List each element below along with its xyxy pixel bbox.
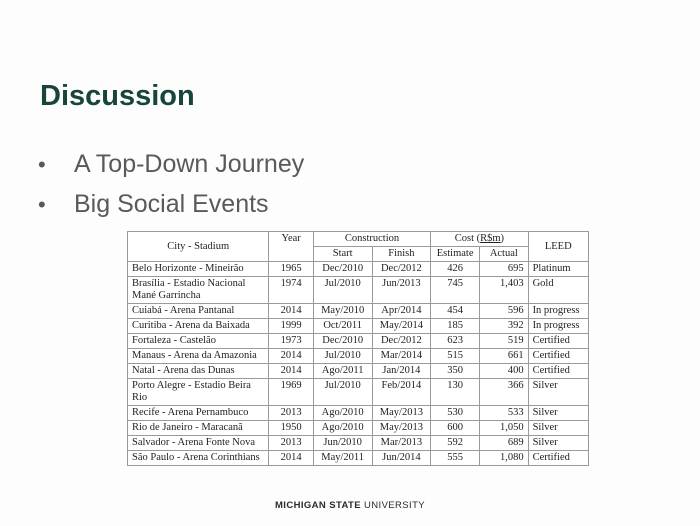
cell-year: 1969 bbox=[269, 379, 313, 406]
header-cost bbox=[431, 232, 528, 247]
table-row bbox=[128, 379, 589, 406]
cell-year: 2014 bbox=[269, 364, 313, 379]
table-row bbox=[128, 421, 589, 436]
cell-year: 1973 bbox=[269, 334, 313, 349]
cell-year: 1965 bbox=[269, 262, 313, 277]
table-row bbox=[128, 349, 589, 364]
footer-logo bbox=[0, 500, 700, 511]
cell-start: May/2011 bbox=[313, 451, 372, 466]
cell-city: Salvador - Arena Fonte Nova bbox=[128, 436, 269, 451]
cell-finish: Jan/2014 bbox=[372, 364, 431, 379]
table-body bbox=[128, 262, 589, 466]
table-row bbox=[128, 262, 589, 277]
cell-leed: Silver bbox=[528, 406, 588, 421]
cell-actual: 661 bbox=[480, 349, 528, 364]
cell-start: Jul/2010 bbox=[313, 349, 372, 364]
cell-start: Dec/2010 bbox=[313, 334, 372, 349]
cell-estimate: 745 bbox=[431, 277, 480, 304]
bullet-icon: • bbox=[38, 152, 46, 177]
cell-city: Belo Horizonte - Mineirão bbox=[128, 262, 269, 277]
cell-city: Manaus - Arena da Amazonia bbox=[128, 349, 269, 364]
cell-estimate: 623 bbox=[431, 334, 480, 349]
cell-year: 2014 bbox=[269, 451, 313, 466]
cell-city: São Paulo - Arena Corinthians bbox=[128, 451, 269, 466]
cell-leed: Certified bbox=[528, 451, 588, 466]
table-row bbox=[128, 277, 589, 304]
cell-finish: May/2013 bbox=[372, 421, 431, 436]
cell-leed: Silver bbox=[528, 421, 588, 436]
cell-city: Recife - Arena Pernambuco bbox=[128, 406, 269, 421]
bullet-text: Big Social Events bbox=[74, 190, 269, 218]
cell-actual: 1,050 bbox=[480, 421, 528, 436]
cell-city: Porto Alegre - Estadio Beira Rio bbox=[128, 379, 269, 406]
cell-estimate: 515 bbox=[431, 349, 480, 364]
header-actual: Actual bbox=[480, 247, 528, 262]
cell-finish: May/2014 bbox=[372, 319, 431, 334]
cell-actual: 392 bbox=[480, 319, 528, 334]
cell-city: Curitiba - Arena da Baixada bbox=[128, 319, 269, 334]
header-year: Year bbox=[269, 232, 313, 262]
cell-city: Cuiabá - Arena Pantanal bbox=[128, 304, 269, 319]
cell-actual: 400 bbox=[480, 364, 528, 379]
header-leed: LEED bbox=[528, 232, 588, 262]
cell-actual: 1,080 bbox=[480, 451, 528, 466]
cell-city: Brasília - Estadio Nacional Mané Garrincha bbox=[128, 277, 269, 304]
header-cost-suffix: ) bbox=[500, 233, 505, 244]
cell-estimate: 185 bbox=[431, 319, 480, 334]
cell-finish: Dec/2012 bbox=[372, 262, 431, 277]
header-finish: Finish bbox=[372, 247, 431, 262]
cell-finish: May/2013 bbox=[372, 406, 431, 421]
cell-leed: Silver bbox=[528, 436, 588, 451]
cell-leed: In progress bbox=[528, 319, 588, 334]
cell-actual: 533 bbox=[480, 406, 528, 421]
table-row bbox=[128, 304, 589, 319]
header-construction: Construction bbox=[313, 232, 430, 247]
cell-year: 2013 bbox=[269, 406, 313, 421]
header-cost-unit: R$m bbox=[480, 233, 501, 244]
table-row bbox=[128, 436, 589, 451]
bullet-icon: • bbox=[38, 192, 46, 217]
header-cost-prefix: Cost ( bbox=[454, 233, 481, 244]
table-row bbox=[128, 406, 589, 421]
cell-finish: Mar/2013 bbox=[372, 436, 431, 451]
cell-start: Jun/2010 bbox=[313, 436, 372, 451]
table-row bbox=[128, 364, 589, 379]
cell-leed: Certified bbox=[528, 364, 588, 379]
cell-start: Ago/2010 bbox=[313, 406, 372, 421]
cell-start: Dec/2010 bbox=[313, 262, 372, 277]
cell-finish: Jun/2014 bbox=[372, 451, 431, 466]
cell-estimate: 530 bbox=[431, 406, 480, 421]
cell-estimate: 454 bbox=[431, 304, 480, 319]
cell-city: Fortaleza - Castelão bbox=[128, 334, 269, 349]
cell-start: Ago/2010 bbox=[313, 421, 372, 436]
cell-finish: Apr/2014 bbox=[372, 304, 431, 319]
cell-leed: Platinum bbox=[528, 262, 588, 277]
cell-actual: 519 bbox=[480, 334, 528, 349]
footer-university-bold: MICHIGAN STATE bbox=[274, 500, 361, 511]
cell-finish: Feb/2014 bbox=[372, 379, 431, 406]
cell-year: 1950 bbox=[269, 421, 313, 436]
bullet-list bbox=[38, 146, 304, 226]
table-row bbox=[128, 451, 589, 466]
bullet-item bbox=[38, 146, 304, 186]
cell-estimate: 130 bbox=[431, 379, 480, 406]
cell-actual: 366 bbox=[480, 379, 528, 406]
header-estimate: Estimate bbox=[431, 247, 480, 262]
cell-estimate: 350 bbox=[431, 364, 480, 379]
cell-leed: Gold bbox=[528, 277, 588, 304]
table-row bbox=[128, 319, 589, 334]
cell-leed: Certified bbox=[528, 349, 588, 364]
slide-title: Discussion bbox=[40, 80, 195, 112]
cell-year: 2014 bbox=[269, 304, 313, 319]
cell-actual: 689 bbox=[480, 436, 528, 451]
cell-city: Natal - Arena das Dunas bbox=[128, 364, 269, 379]
header-start: Start bbox=[313, 247, 372, 262]
cell-city: Rio de Janeiro - Maracanã bbox=[128, 421, 269, 436]
cell-estimate: 426 bbox=[431, 262, 480, 277]
cell-finish: Dec/2012 bbox=[372, 334, 431, 349]
cell-estimate: 592 bbox=[431, 436, 480, 451]
footer-university-rest: UNIVERSITY bbox=[360, 500, 426, 511]
cell-actual: 695 bbox=[480, 262, 528, 277]
cell-actual: 1,403 bbox=[480, 277, 528, 304]
bullet-text: A Top-Down Journey bbox=[74, 150, 305, 178]
cell-estimate: 600 bbox=[431, 421, 480, 436]
cell-year: 1974 bbox=[269, 277, 313, 304]
cell-start: Ago/2011 bbox=[313, 364, 372, 379]
cell-start: Jul/2010 bbox=[313, 379, 372, 406]
stadium-table bbox=[127, 231, 589, 466]
cell-leed: Silver bbox=[528, 379, 588, 406]
cell-year: 2014 bbox=[269, 349, 313, 364]
cell-start: May/2010 bbox=[313, 304, 372, 319]
header-city: City - Stadium bbox=[128, 232, 269, 262]
cell-start: Oct/2011 bbox=[313, 319, 372, 334]
cell-actual: 596 bbox=[480, 304, 528, 319]
cell-year: 1999 bbox=[269, 319, 313, 334]
table-row bbox=[128, 334, 589, 349]
cell-start: Jul/2010 bbox=[313, 277, 372, 304]
cell-leed: Certified bbox=[528, 334, 588, 349]
cell-finish: Jun/2013 bbox=[372, 277, 431, 304]
cell-finish: Mar/2014 bbox=[372, 349, 431, 364]
bullet-item bbox=[38, 186, 304, 226]
cell-leed: In progress bbox=[528, 304, 588, 319]
cell-estimate: 555 bbox=[431, 451, 480, 466]
cell-year: 2013 bbox=[269, 436, 313, 451]
